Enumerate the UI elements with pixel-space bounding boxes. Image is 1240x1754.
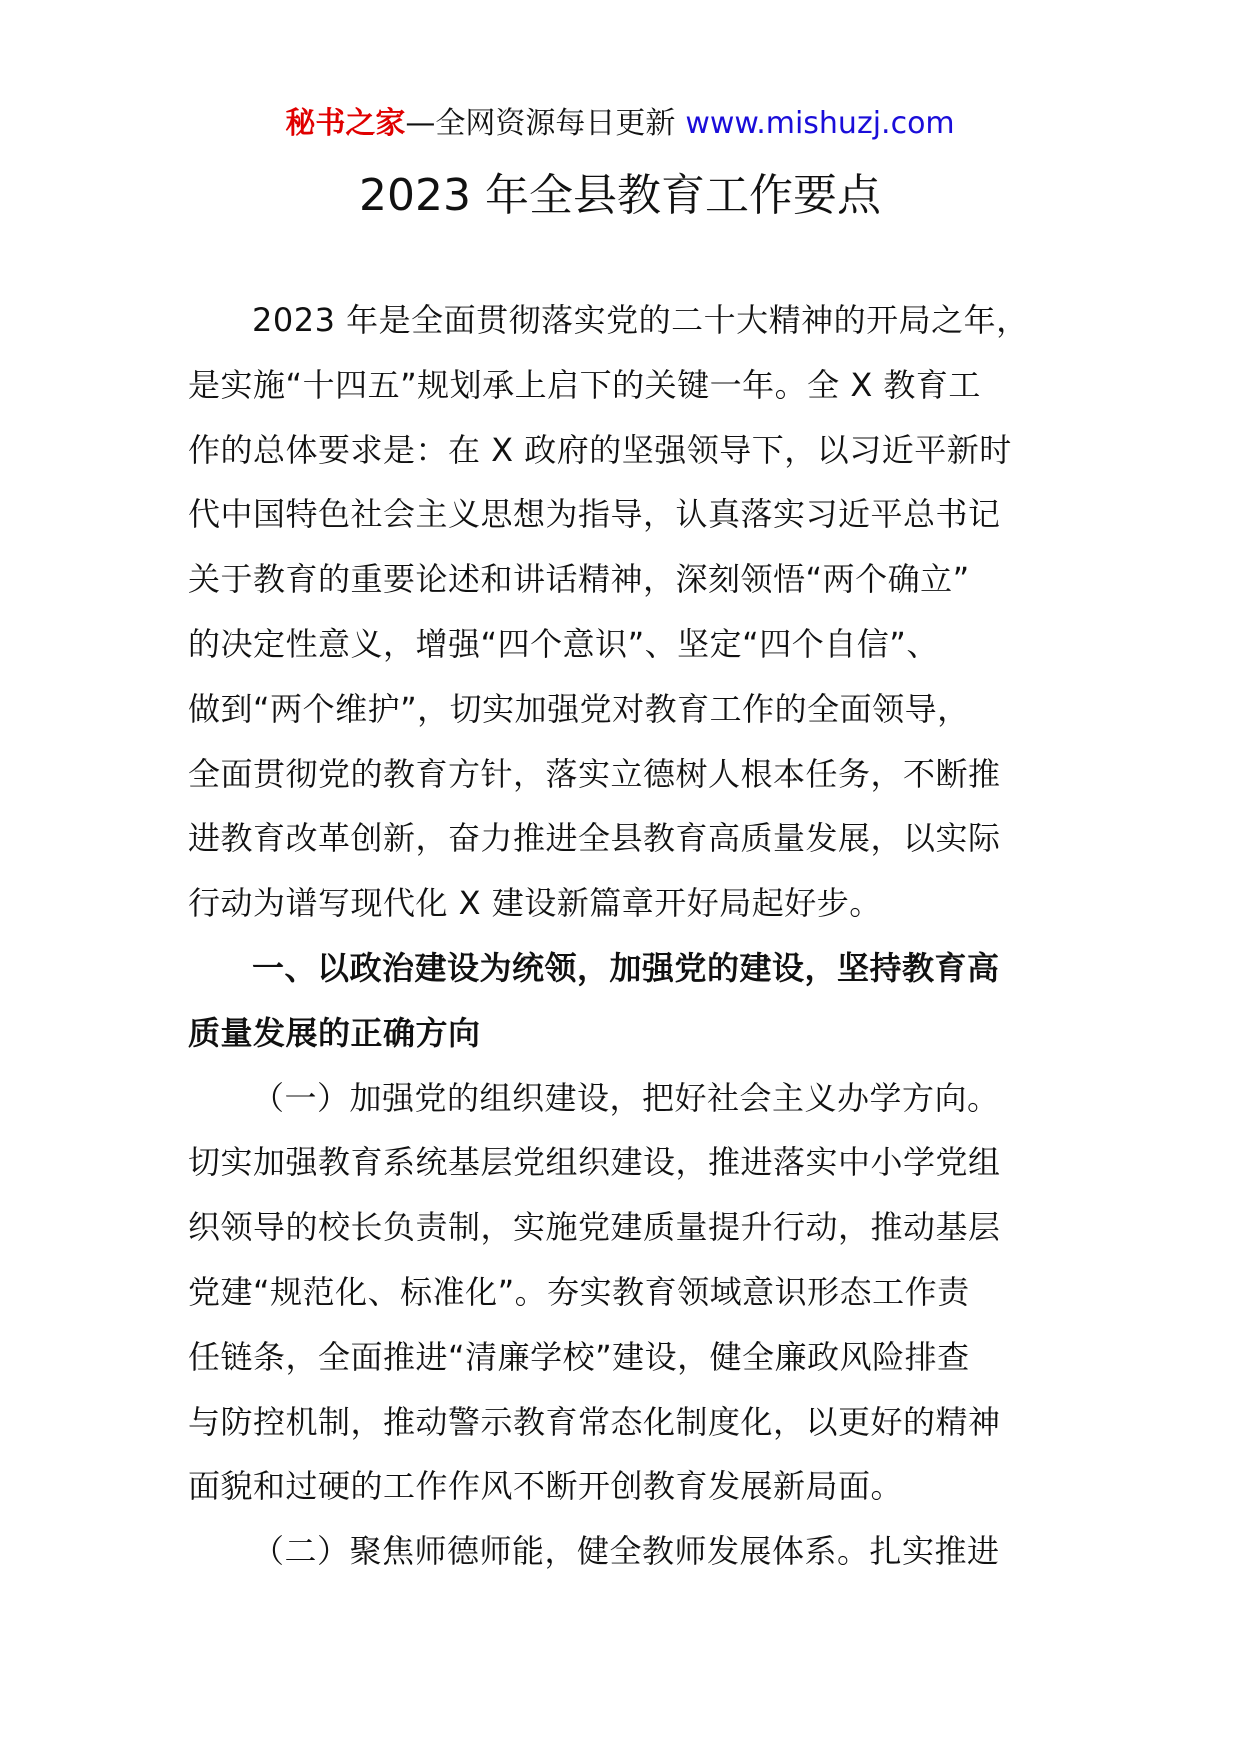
subsection-line: （一）加强党的组织建设，把好社会主义办学方向。 bbox=[252, 1078, 1000, 1117]
paragraph-line: 与防控机制，推动警示教育常态化制度化，以更好的精神 bbox=[188, 1402, 1001, 1441]
paragraph-line: 党建“规范化、标准化”。夯实教育领域意识形态工作责 bbox=[188, 1272, 970, 1311]
paragraph-line: 行动为谱写现代化 X 建设新篇章开好局起好步。 bbox=[188, 884, 882, 923]
paragraph-line: 进教育改革创新，奋力推进全县教育高质量发展，以实际 bbox=[188, 819, 1001, 858]
paragraph-line: 是实施“十四五”规划承上启下的关键一年。全 X 教育工 bbox=[188, 365, 981, 404]
document-title: 2023 年全县教育工作要点 bbox=[359, 170, 881, 221]
paragraph-line: 关于教育的重要论述和讲话精神，深刻领悟“两个确立” bbox=[188, 560, 970, 599]
header-tagline: —全网资源每日更新 bbox=[405, 106, 676, 141]
paragraph-line: 全面贯彻党的教育方针，落实立德树人根本任务，不断推 bbox=[188, 754, 1001, 793]
watermark-header bbox=[0, 104, 1240, 144]
subsection-line: （二）聚焦师德师能，健全教师发展体系。扎实推进 bbox=[252, 1532, 1000, 1571]
paragraph-line: 作的总体要求是：在 X 政府的坚强领导下，以习近平新时 bbox=[188, 430, 1012, 469]
document-body bbox=[188, 288, 1048, 1584]
paragraph-line: 面貌和过硬的工作作风不断开创教育发展新局面。 bbox=[188, 1467, 904, 1506]
section-heading-line: 质量发展的正确方向 bbox=[188, 1013, 481, 1052]
section-heading-line: 一、以政治建设为统领，加强党的建设，坚持教育高 bbox=[252, 948, 1000, 987]
paragraph-line: 做到“两个维护”，切实加强党对教育工作的全面领导， bbox=[188, 689, 970, 728]
paragraph-line: 2023 年是全面贯彻落实党的二十大精神的开局之年， bbox=[252, 301, 1029, 339]
paragraph-line: 的决定性意义，增强“四个意识”、坚定“四个自信”、 bbox=[188, 624, 939, 663]
paragraph-line: 切实加强教育系统基层党组织建设，推进落实中小学党组 bbox=[188, 1143, 1001, 1182]
paragraph-line: 任链条，全面推进“清廉学校”建设，健全廉政风险排查 bbox=[188, 1337, 970, 1376]
website-link[interactable]: www.mishuzj.com bbox=[685, 106, 955, 141]
paragraph-line: 织领导的校长负责制，实施党建质量提升行动，推动基层 bbox=[188, 1208, 1001, 1247]
paragraph-line: 代中国特色社会主义思想为指导，认真落实习近平总书记 bbox=[188, 495, 1001, 534]
brand-name: 秘书之家 bbox=[285, 106, 406, 141]
